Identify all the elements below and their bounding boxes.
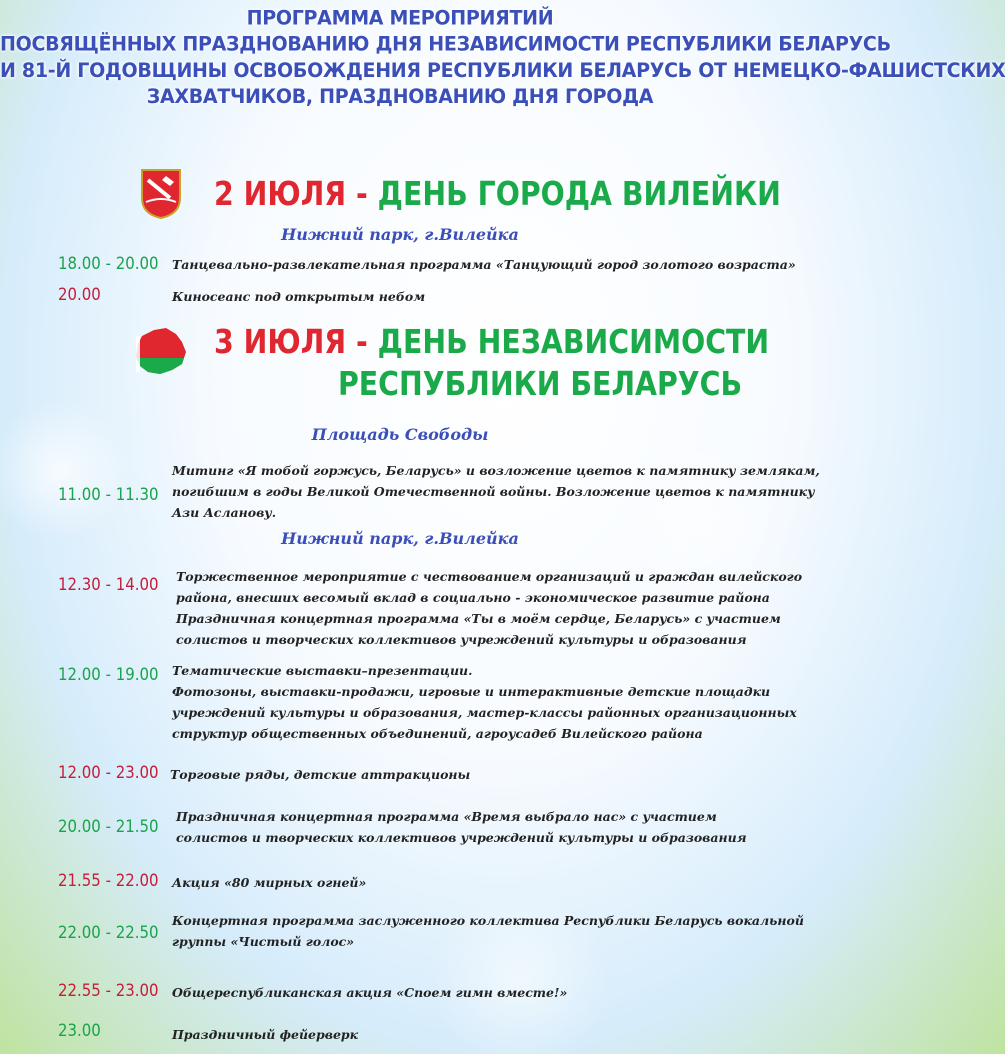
event-desc: Праздничный фейерверк [172,1027,359,1042]
day2-venue-2: Нижний парк, г.Вилейка [281,529,519,548]
day2-name-line-1: ДЕНЬ НЕЗАВИСИМОСТИ [377,322,770,361]
day2-date: 3 ИЮЛЯ [214,322,347,361]
header-line-3: И 81-Й ГОДОВЩИНЫ ОСВОБОЖДЕНИЯ РЕСПУБЛИКИ БЕЛАРУСЬ ОТ НЕМЕЦКО-ФАШИСТСКИХ [0,59,1005,83]
day2-title [214,322,769,362]
header-line-2: ПОСВЯЩЁННЫХ ПРАЗДНОВАНИЮ ДНЯ НЕЗАВИСИМОСТИ РЕСПУБЛИКИ БЕЛАРУСЬ [0,32,891,56]
day2-name-line-2: РЕСПУБЛИКИ БЕЛАРУСЬ [338,364,743,403]
day2-dash: - [356,322,368,361]
header-line-1: ПРОГРАММА МЕРОПРИЯТИЙ [246,6,554,30]
event-desc: Торговые ряды, детские аттракционы [170,767,471,782]
event-desc: Общереспубликанская акция «Споем гимн вместе!» [172,985,568,1000]
city-emblem-icon [140,168,182,220]
day1-venue: Нижний парк, г.Вилейка [281,225,519,244]
day1-date: 2 ИЮЛЯ [214,174,347,213]
event-time: 12.00 - 19.00 [58,665,159,685]
event-desc: Тематические выставки–презентации. Фотозоны, выставки-продажи, игровые и интерактивные детские площадки учреждений культуры и образования, мастер-классы районных организационных структур общественных объединений, агроусадеб Вилейского района [172,663,797,741]
program-header [0,6,1005,111]
day1-dash: - [356,174,368,213]
event-time: 23.00 [58,1021,101,1041]
event-desc: Киносеанс под открытым небом [172,289,426,304]
event-time: 11.00 - 11.30 [58,485,159,505]
event-time: 18.00 - 20.00 [58,254,159,274]
event-desc: Танцевально-развлекательная программа «Танцующий город золотого возраста» [172,257,796,272]
event-time: 22.55 - 23.00 [58,981,159,1001]
event-time: 20.00 - 21.50 [58,817,159,837]
event-time: 12.30 - 14.00 [58,575,159,595]
day1-title [214,174,781,214]
event-time: 22.00 - 22.50 [58,923,159,943]
belarus-map-icon [132,322,190,380]
header-line-4: ЗАХВАТЧИКОВ, ПРАЗДНОВАНИЮ ДНЯ ГОРОДА [146,85,654,109]
event-desc: Торжественное мероприятие с чествованием организаций и граждан вилейского района, внесших весомый вклад в социально - экономическое развитие района Праздничная концертная программа «Ты в моём сердце, Беларусь» с участием солистов и творческих коллективов учреждений культуры и образования [176,569,803,647]
event-desc: Акция «80 мирных огней» [172,875,367,890]
event-time: 12.00 - 23.00 [58,763,159,783]
event-time: 21.55 - 22.00 [58,871,159,891]
day1-name: ДЕНЬ ГОРОДА ВИЛЕЙКИ [377,174,781,213]
day2-venue-1: Площадь Свободы [311,425,489,444]
event-time: 20.00 [58,285,101,305]
event-desc: Праздничная концертная программа «Время выбрало нас» с участием солистов и творческих коллективов учреждений культуры и образования [176,809,747,845]
event-desc: Митинг «Я тобой горжусь, Беларусь» и возложение цветов к памятнику землякам, погибшим в годы Великой Отечественной войны. Возложение цветов к памятнику Ази Асланову. [172,463,820,520]
event-desc: Концертная программа заслуженного коллектива Республики Беларусь вокальной группы «Чистый голос» [172,913,804,949]
